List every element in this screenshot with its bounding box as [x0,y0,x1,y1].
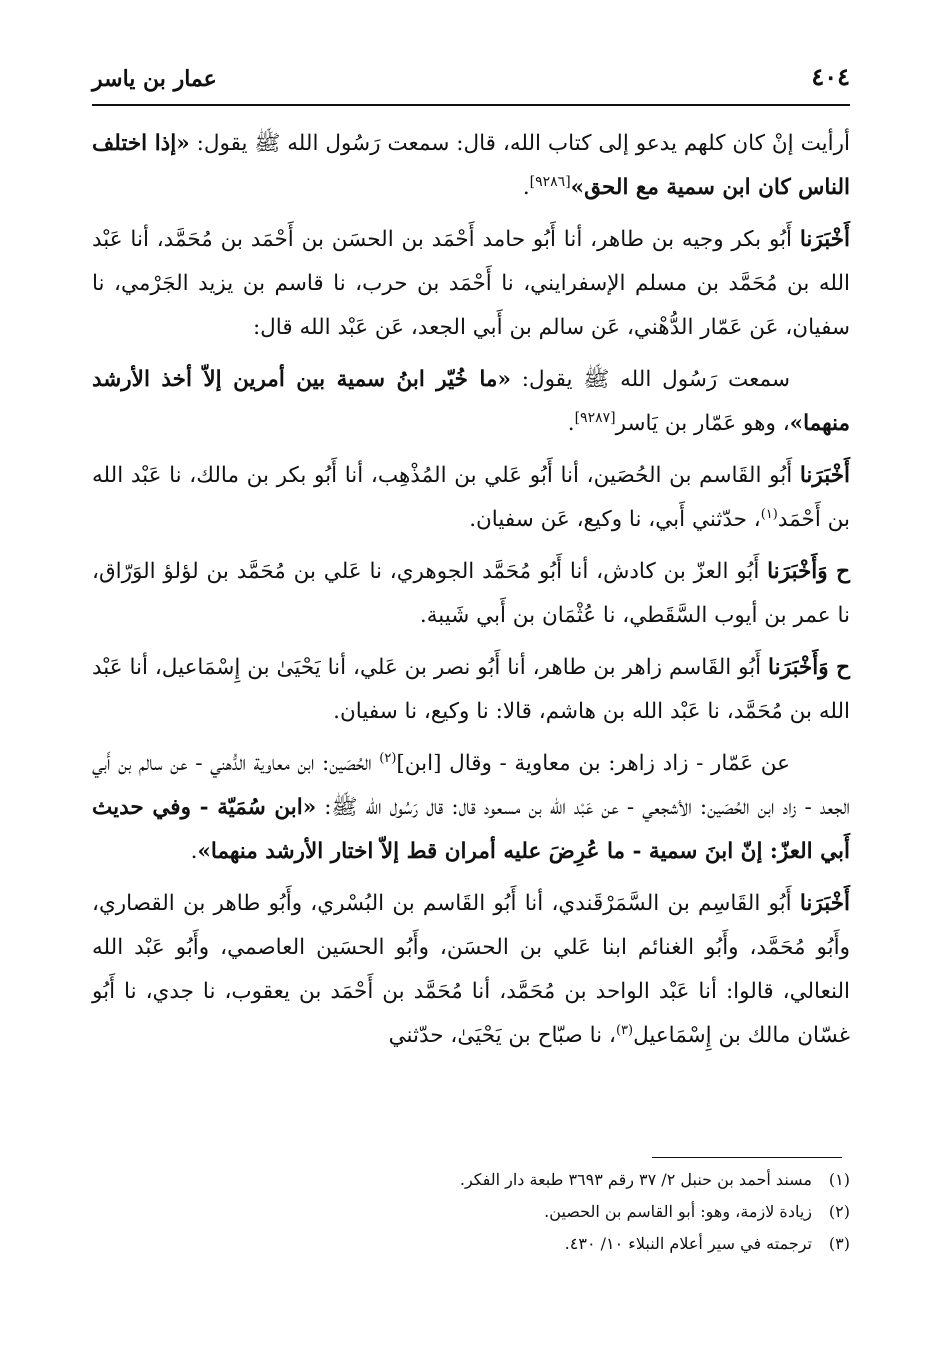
footnote-marker: (٣) [615,1022,634,1038]
text-segment: ، نا صبّاح بن يَحْيَىٰ، حدّثني [388,1023,616,1048]
paragraph [92,742,850,874]
bold-text: أَخْبَرَنا [799,227,850,252]
text-segment: . [522,175,530,200]
footnote-number: (١) [828,1170,850,1189]
footnotes [92,1164,850,1260]
text-segment: . [567,411,575,436]
paragraph [92,358,850,446]
text-segment: عن عَمّار - زاد زاهر: بن معاوية - وقال [ابن] [396,751,790,776]
footnote-number: (٢) [828,1202,850,1221]
paragraph [92,122,850,210]
page-number: ٤٠٤ [811,62,850,91]
text-segment: أرأيت إنْ كان كلهم يدعو إلى كتاب الله، قال: سمعت رَسُول الله ﷺ يقول: [189,131,850,156]
text-segment: أَبُو بكر وجيه بن طاهر، أنا أَبُو حامد أَحْمَد بن الحسَن بن أَحْمَد بن مُحَمَّد، أنا عَبْد الله بن مُحَمَّد بن مسلم الإسفرايني، نا أَحْمَد بن حرب، نا قاسم بن يزيد الجَرْمي، نا سفيان، عَن عَمّار الدُّهْني، عَن سالم بن أَبي الجعد، عَن عَبْد الله قال: [92,227,850,340]
footnote-number: (٣) [828,1234,850,1253]
footnote-marker: (١) [760,506,778,522]
paragraph [92,218,850,350]
header-divider [92,104,850,106]
text-segment: . [190,839,198,864]
footnote [92,1164,850,1196]
text-segment: ، وهو عَمّار بن يَاسر [615,411,790,436]
paragraph [92,646,850,734]
page-header [92,60,850,104]
text-segment: أَبُو القَاسم بن الحُصَين، أنا أَبُو عَلي بن المُذْهِب، أنا أَبُو بكر بن مالك، نا عَبْد الله بن أَحْمَد [92,463,850,532]
bold-text: «ما خُيّر ابنُ سمية بين أمرين إلاّ أخذ الأرشد منهما» [92,367,850,436]
bold-text: أَخْبَرَنا [799,891,850,916]
hadith-number: [٩٢٨٧] [574,409,616,426]
text-segment: أَبُو القَاسِم بن السَّمَرْقَندي، أنا أَبُو القَاسم بن البُسْري، وأَبُو طاهر بن القصاري، وأَبُو مُحَمَّد، وأَبُو الغنائم ابنا عَلي بن الحسَن، وأَبُو الحسَين العاصمي، وأَبُو عَبْد الله النعالي، قالوا: أنا عَبْد الواحد بن مُحَمَّد، أنا مُحَمَّد بن أَحْمَد بن يعقوب، نا جدي، نا أَبُو غسّان مالك بن إِسْمَاعيل [92,891,850,1048]
bold-text: «إذا اختلف الناس كان ابن سمية مع الحق» [92,131,850,200]
bold-text: ح وَأَخْبَرَنا [767,559,850,584]
bold-text: «ابن سُمَيّة - وفي حديث أَبي العزّ: إنّ ابنَ سمية - ما عُرِضَ عليه أمران قط إلاّ اختار الأرشد منهما» [92,795,850,864]
hadith-number: [٩٢٨٦] [529,173,571,190]
bold-text: أَخْبَرَنا [799,463,850,488]
paragraph [92,550,850,638]
text-segment: ، حدّثني أَبي، نا وكيع، عَن سفيان. [469,507,761,532]
bold-text: ح وَأَخْبَرَنا [768,655,850,680]
footnote-text: زيادة لازمة، وهو: أبو القاسم بن الحصين. [544,1202,812,1221]
text-segment: الحُصَين: ابن معاوية الدُّهني - عن سالم بن أَبي الجعد - زاد ابن الحُصَين: الأشجعي - عن عَبْد الله بن مسعود قال: قال رَسُول الله ﷺ: [92,751,850,820]
paragraph [92,882,850,1058]
footnote-marker: (٢) [379,750,397,766]
footnote [92,1228,850,1260]
footnote [92,1196,850,1228]
paragraph [92,454,850,542]
running-title: عمار بن ياسر [92,66,217,92]
footnote-text: مسند أحمد بن حنبل ٢/ ٣٧ رقم ٣٦٩٣ طبعة دار الفكر. [459,1170,812,1189]
text-segment: أَبُو العزّ بن كادش، أنا أَبُو مُحَمَّد الجوهري، نا عَلي بن مُحَمَّد بن لؤلؤ الوَرّاق، نا عمر بن أيوب السَّقَطي، نا عُثْمَان بن أَبي شَيبة. [92,559,850,628]
text-segment: أَبُو القَاسم زاهر بن طاهر، أنا أَبُو نصر بن عَلي، أنا يَحْيَىٰ بن إِسْمَاعيل، أنا عَبْد الله بن مُحَمَّد، نا عَبْد الله بن هاشم، قالا: نا وكيع، نا سفيان. [92,655,850,724]
main-text [92,122,850,1066]
text-segment: سمعت رَسُول الله ﷺ يقول: [510,367,790,392]
footnote-text: ترجمته في سير أعلام النبلاء ١٠/ ٤٣٠. [564,1234,812,1253]
footnote-divider [652,1157,842,1158]
